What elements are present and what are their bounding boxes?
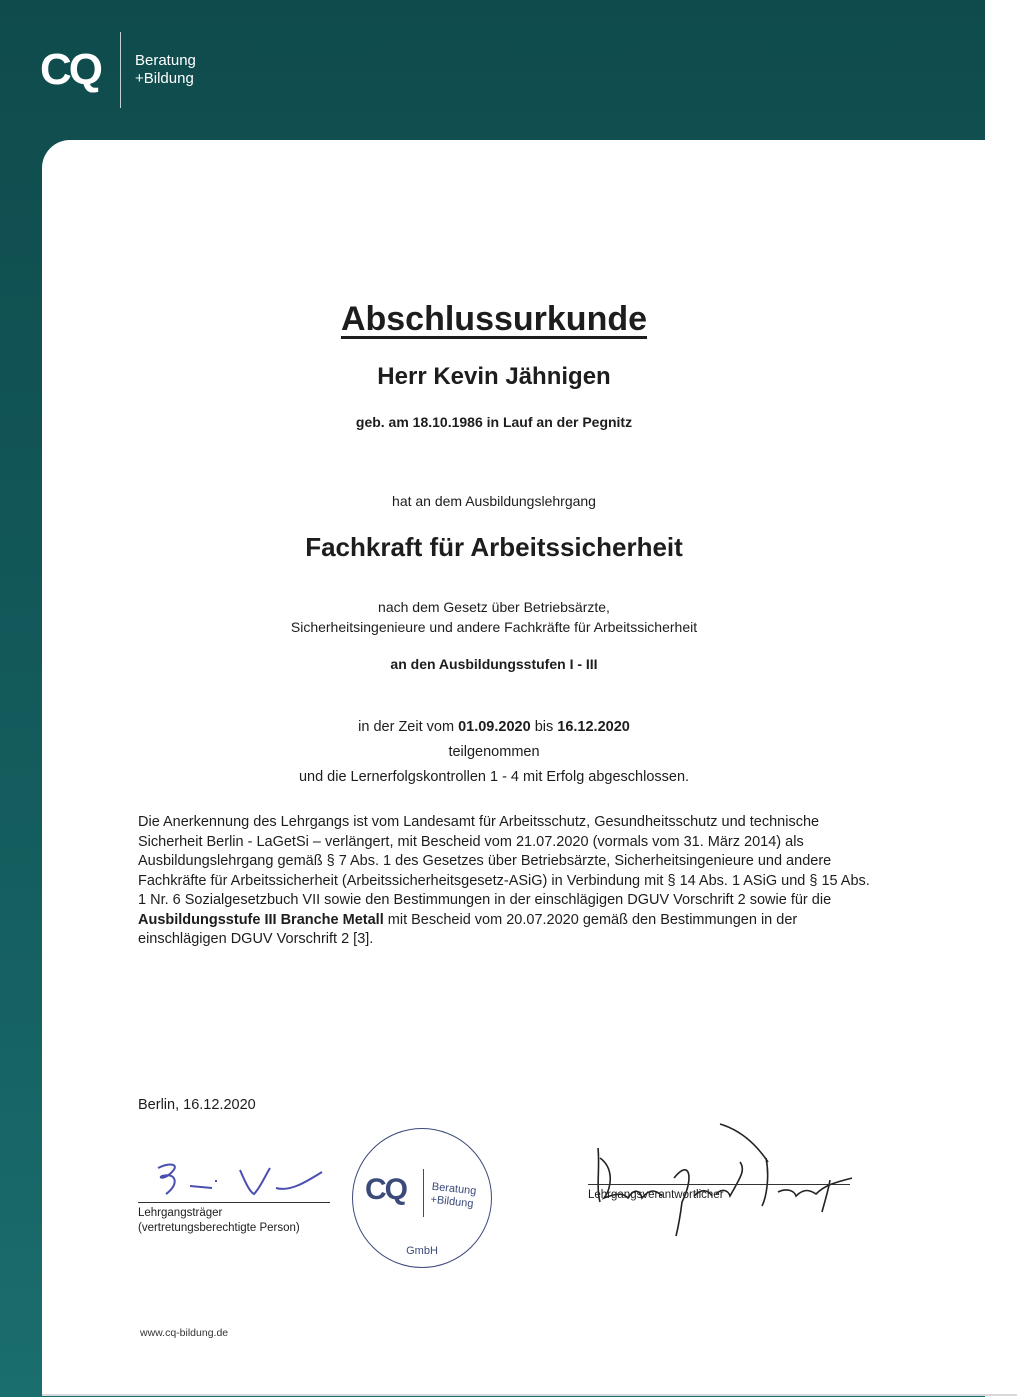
logo-mark: CQ [40, 45, 100, 94]
logo-text [135, 52, 196, 88]
recognition-text-1: Die Anerkennung des Lehrgangs ist vom Landesamt für Arbeitsschutz, Gesundheitsschutz und technische Sicherheit Berlin - LaGetSi – verlängert, mit Bescheid vom 21.07.2020 (vormals vom 31. März 2014) als Ausbildungslehrgang gemäß § 7 Abs. 1 des Gesetzes über Betriebsärzte, Sicherheitsingenieure und andere Fachkräfte für Arbeitssicherheit (Arbeitssicherheitsgesetz-ASiG) in Verbindung mit § 14 Abs. 1 ASiG und § 15 Abs. 1 Nr. 6 Sozialgesetzbuch VII sowie den Bestimmungen in der einschlägigen DGUV Vorschrift 2 sowie für die [138, 814, 870, 908]
stamp-text [430, 1181, 477, 1212]
recognition-bold: Ausbildungsstufe III Branche Metall [138, 911, 384, 928]
period-prefix: in der Zeit vom [358, 719, 455, 735]
stamp-divider [423, 1169, 424, 1217]
place-date: Berlin, 16.12.2020 [138, 1097, 256, 1113]
signature-right [588, 1120, 850, 1203]
stamp-line-1: Beratung [431, 1180, 477, 1198]
logo-line-1: Beratung [135, 52, 196, 69]
company-stamp [352, 1128, 492, 1268]
intro-text: hat an dem Ausbildungslehrgang [392, 493, 596, 509]
recognition-paragraph [138, 813, 873, 950]
bottom-rule [42, 1394, 1017, 1396]
completed-text: und die Lernerfolgskontrollen 1 - 4 mit Erfolg abgeschlossen. [298, 769, 690, 785]
birth-info: geb. am 18.10.1986 in Lauf an der Pegnitz [355, 414, 633, 430]
training-levels: an den Ausbildungsstufen I - III [390, 656, 598, 672]
period-end: 16.12.2020 [557, 719, 630, 735]
law-line-2: Sicherheitsingenieure und andere Fachkräfte für Arbeitssicherheit [290, 619, 698, 635]
law-text [0, 597, 988, 637]
signature-left-line [138, 1202, 330, 1203]
signature-right-line [588, 1184, 850, 1185]
signature-left [138, 1150, 330, 1236]
signature-left-label [138, 1206, 330, 1236]
signature-left-note: (vertretungsberechtigte Person) [138, 1222, 300, 1234]
participated-text: teilgenommen [448, 744, 540, 760]
band-edge [985, 0, 1017, 140]
stamp-gmbh: GmbH [406, 1245, 438, 1257]
period-block [0, 715, 988, 790]
recipient-name: Herr Kevin Jähnigen [377, 363, 611, 390]
stamp-line-2: +Bildung [429, 1193, 475, 1211]
recognition-text-2: mit Bescheid vom 20.07.2020 gemäß den Bestimmungen in der einschlägigen DGUV Vorschrift 2 [3]. [138, 911, 798, 947]
course-title: Fachkraft für Arbeitssicherheit [305, 532, 683, 562]
website-url: www.cq-bildung.de [140, 1327, 229, 1339]
signature-right-label: Lehrgangsverantwortlicher [588, 1189, 724, 1201]
law-line-1: nach dem Gesetz über Betriebsärzte, [378, 599, 610, 615]
period-start: 01.09.2020 [458, 719, 531, 735]
stamp-mark: CQ [365, 1173, 406, 1206]
signature-left-role: Lehrgangsträger [138, 1207, 223, 1219]
company-logo [40, 30, 196, 110]
logo-divider [120, 32, 121, 108]
logo-line-2: +Bildung [135, 70, 194, 87]
period-mid: bis [534, 719, 554, 735]
certificate-title: Abschlussurkunde [340, 300, 648, 338]
